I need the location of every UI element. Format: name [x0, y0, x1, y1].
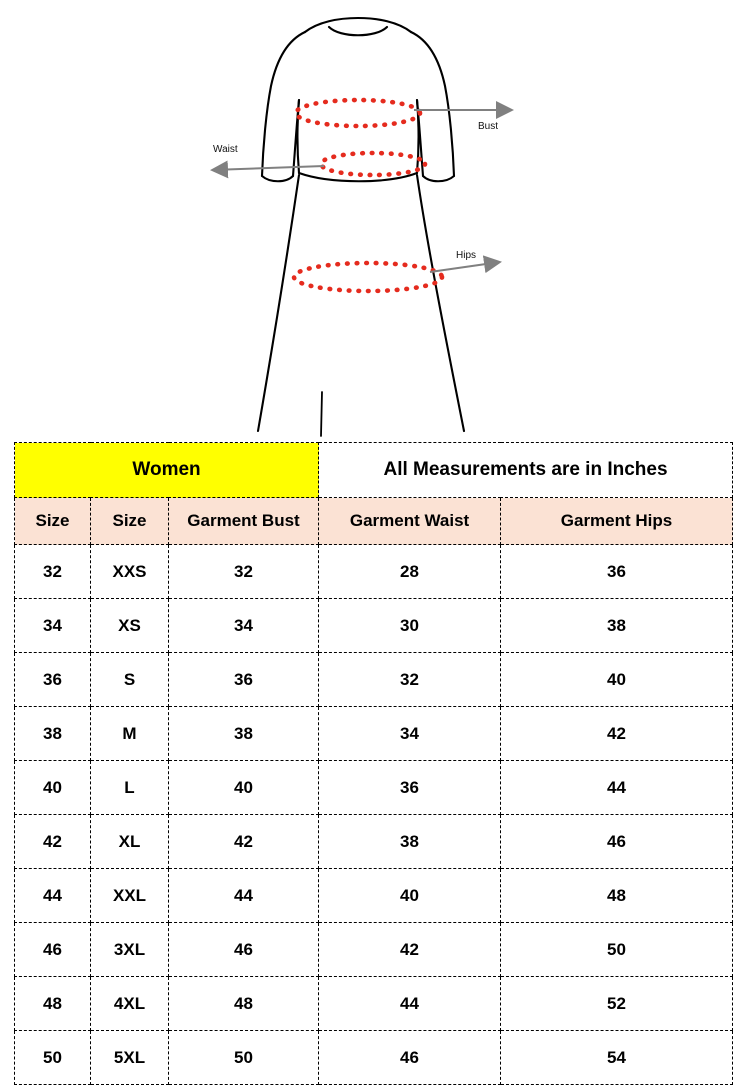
cell-garment-bust: 46 [169, 923, 319, 977]
cell-size-numeric: 34 [15, 599, 91, 653]
cell-size-alpha: 4XL [91, 977, 169, 1031]
cell-size-numeric: 50 [15, 1031, 91, 1085]
cell-size-alpha: S [91, 653, 169, 707]
cell-size-alpha: XXL [91, 869, 169, 923]
cell-garment-bust: 40 [169, 761, 319, 815]
cell-garment-waist: 36 [319, 761, 501, 815]
cell-size-alpha: XS [91, 599, 169, 653]
title-women-cell: Women [15, 443, 319, 498]
dress-outline [258, 18, 464, 436]
hips-measure-ellipse [294, 263, 442, 291]
header-size-numeric: Size [15, 498, 91, 545]
cell-size-numeric: 38 [15, 707, 91, 761]
cell-size-numeric: 48 [15, 977, 91, 1031]
table-row [15, 923, 733, 977]
cell-garment-bust: 38 [169, 707, 319, 761]
cell-garment-waist: 30 [319, 599, 501, 653]
bust-measure-ellipse [296, 100, 420, 126]
size-chart-table-container [14, 442, 732, 1085]
cell-size-numeric: 36 [15, 653, 91, 707]
table-row [15, 977, 733, 1031]
cell-garment-hips: 42 [501, 707, 733, 761]
cell-garment-waist: 42 [319, 923, 501, 977]
cell-size-alpha: XL [91, 815, 169, 869]
cell-size-numeric: 32 [15, 545, 91, 599]
cell-garment-waist: 46 [319, 1031, 501, 1085]
header-size-alpha: Size [91, 498, 169, 545]
cell-size-alpha: XXS [91, 545, 169, 599]
cell-size-alpha: M [91, 707, 169, 761]
cell-garment-hips: 48 [501, 869, 733, 923]
table-row [15, 653, 733, 707]
cell-garment-bust: 36 [169, 653, 319, 707]
size-chart-table [14, 442, 733, 1085]
table-row [15, 869, 733, 923]
header-garment-hips: Garment Hips [501, 498, 733, 545]
header-garment-waist: Garment Waist [319, 498, 501, 545]
dress-figure-svg [0, 0, 746, 438]
table-title-row [15, 443, 733, 498]
cell-garment-hips: 54 [501, 1031, 733, 1085]
table-row [15, 815, 733, 869]
cell-garment-waist: 38 [319, 815, 501, 869]
table-row [15, 1031, 733, 1085]
table-row [15, 707, 733, 761]
cell-garment-bust: 48 [169, 977, 319, 1031]
table-header-row [15, 498, 733, 545]
cell-size-numeric: 44 [15, 869, 91, 923]
cell-garment-bust: 32 [169, 545, 319, 599]
cell-garment-hips: 50 [501, 923, 733, 977]
cell-size-numeric: 42 [15, 815, 91, 869]
table-row [15, 545, 733, 599]
cell-garment-waist: 32 [319, 653, 501, 707]
hips-leader-arrow [430, 262, 500, 272]
cell-garment-waist: 40 [319, 869, 501, 923]
table-row [15, 761, 733, 815]
header-garment-bust: Garment Bust [169, 498, 319, 545]
cell-garment-waist: 44 [319, 977, 501, 1031]
bust-label: Bust [478, 121, 499, 132]
cell-garment-hips: 52 [501, 977, 733, 1031]
cell-garment-hips: 38 [501, 599, 733, 653]
cell-garment-hips: 40 [501, 653, 733, 707]
cell-garment-hips: 46 [501, 815, 733, 869]
cell-size-alpha: L [91, 761, 169, 815]
cell-garment-waist: 28 [319, 545, 501, 599]
cell-garment-bust: 42 [169, 815, 319, 869]
waist-label: Waist [213, 144, 238, 155]
garment-measurement-illustration [0, 0, 746, 438]
waist-measure-ellipse [321, 153, 425, 175]
cell-garment-bust: 50 [169, 1031, 319, 1085]
title-measurements-cell: All Measurements are in Inches [319, 443, 733, 498]
cell-garment-hips: 44 [501, 761, 733, 815]
table-row [15, 599, 733, 653]
cell-size-numeric: 40 [15, 761, 91, 815]
cell-garment-hips: 36 [501, 545, 733, 599]
hips-label: Hips [456, 250, 477, 261]
cell-size-numeric: 46 [15, 923, 91, 977]
cell-garment-waist: 34 [319, 707, 501, 761]
cell-size-alpha: 3XL [91, 923, 169, 977]
cell-garment-bust: 34 [169, 599, 319, 653]
waist-leader-arrow [212, 166, 324, 170]
cell-size-alpha: 5XL [91, 1031, 169, 1085]
cell-garment-bust: 44 [169, 869, 319, 923]
